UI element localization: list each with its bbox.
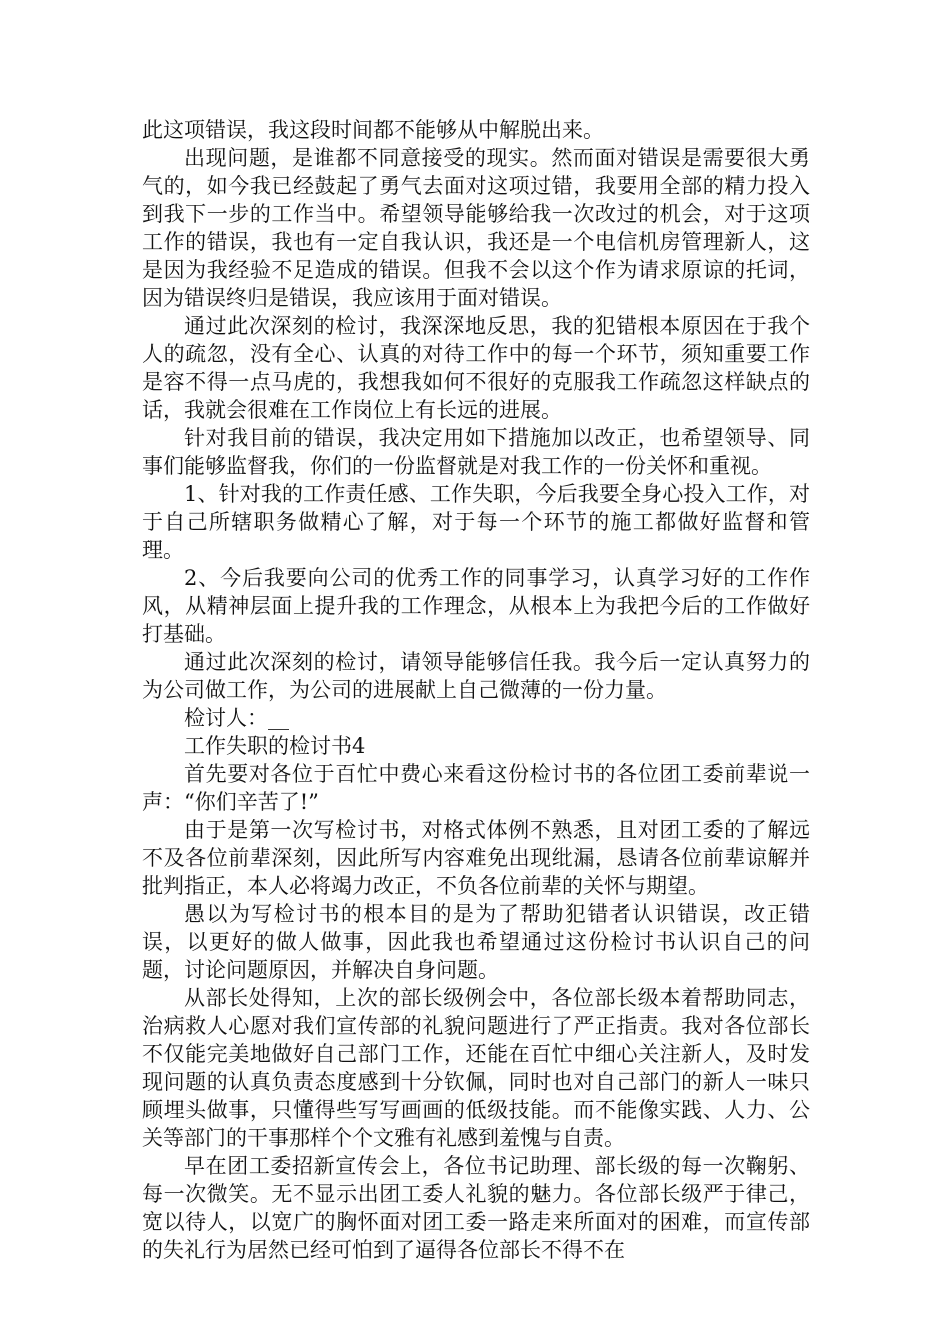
paragraph: 通过此次深刻的检讨，请领导能够信任我。我今后一定认真努力的为公司做工作，为公司的进展献上自己微薄的一份力量。 [142, 650, 810, 702]
section-title: 工作失职的检讨书4 [184, 734, 366, 758]
paragraph: 由于是第一次写检讨书，对格式体例不熟悉，且对团工委的了解远不及各位前辈深刻，因此所写内容难免出现纰漏，恳请各位前辈谅解并批判指正，本人必将竭力改正，不负各位前辈的关怀与期望。 [142, 818, 810, 898]
paragraph: 早在团工委招新宣传会上，各位书记助理、部长级的每一次鞠躬、每一次微笑。无不显示出团工委人礼貌的魅力。各位部长级严于律己，宽以待人，以宽广的胸怀面对团工委一路走来所面对的困难，而宣传部的失礼行为居然已经可怕到了逼得各位部长不得不在 [142, 1154, 810, 1262]
paragraph: 针对我目前的错误，我决定用如下措施加以改正，也希望领导、同事们能够监督我，你们的一份监督就是对我工作的一份关怀和重视。 [142, 426, 810, 478]
list-item: 1、针对我的工作责任感、工作失职，今后我要全身心投入工作，对于自己所辖职务做精心了解，对于每一个环节的施工都做好监督和管理。 [142, 482, 810, 562]
paragraph: 此这项错误，我这段时间都不能够从中解脱出来。 [142, 118, 604, 142]
paragraph: 出现问题，是谁都不同意接受的现实。然而面对错误是需要很大勇气的，如今我已经鼓起了勇气去面对这项过错，我要用全部的精力投入到我下一步的工作当中。希望领导能够给我一次改过的机会，对于这项工作的错误，我也有一定自我认识，我还是一个电信机房管理新人，这是因为我经验不足造成的错误。但我不会以这个作为请求原谅的托词，因为错误终归是错误，我应该用于面对错误。 [142, 146, 810, 310]
document-body [142, 116, 810, 1264]
signature-line: 检讨人：__ [184, 706, 289, 730]
list-item: 2、今后我要向公司的优秀工作的同事学习，认真学习好的工作作风，从精神层面上提升我的工作理念，从根本上为我把今后的工作做好打基础。 [142, 566, 810, 646]
paragraph: 从部长处得知，上次的部长级例会中，各位部长级本着帮助同志，治病救人心愿对我们宣传部的礼貌问题进行了严正指责。我对各位部长不仅能完美地做好自己部门工作，还能在百忙中细心关注新人，及时发现问题的认真负责态度感到十分钦佩，同时也对自己部门的新人一味只顾埋头做事，只懂得些写写画画的低级技能。而不能像实践、人力、公关等部门的干事那样个个文雅有礼感到羞愧与自责。 [142, 986, 810, 1150]
paragraph: 首先要对各位于百忙中费心来看这份检讨书的各位团工委前辈说一声：“你们辛苦了!” [142, 762, 810, 814]
paragraph: 愚以为写检讨书的根本目的是为了帮助犯错者认识错误，改正错误，以更好的做人做事，因此我也希望通过这份检讨书认识自己的问题，讨论问题原因，并解决自身问题。 [142, 902, 810, 982]
paragraph: 通过此次深刻的检讨，我深深地反思，我的犯错根本原因在于我个人的疏忽，没有全心、认真的对待工作中的每一个环节，须知重要工作是容不得一点马虎的，我想我如何不很好的克服我工作疏忽这样缺点的话，我就会很难在工作岗位上有长远的进展。 [142, 314, 810, 422]
